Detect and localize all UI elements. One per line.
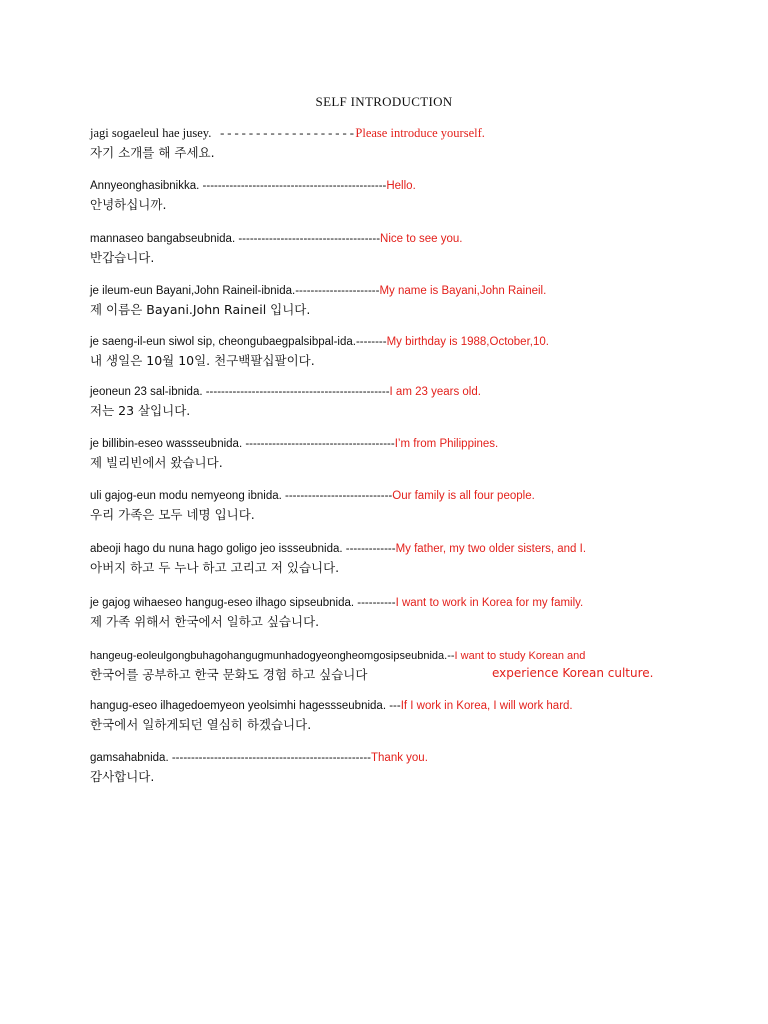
english-translation: My birthday is 1988,October,10. xyxy=(386,336,549,348)
romanized-text: jeoneun 23 sal-ibnida. xyxy=(90,386,203,398)
english-translation: Hello. xyxy=(386,180,416,192)
romanized-text: je ileum-eun Bayani,John Raineil-ibnida. xyxy=(90,285,296,297)
english-translation: My name is Bayani,John Raineil. xyxy=(379,285,547,297)
korean-text: 한국어를 공부하고 한국 문화도 경험 하고 싶습니다 xyxy=(90,667,368,682)
dash-leader: ---------------------------- xyxy=(281,490,393,502)
dash-leader: ---------------------------------------------------- xyxy=(168,752,371,764)
list-item xyxy=(90,232,690,266)
english-translation: Thank you. xyxy=(371,752,428,764)
romanized-text: je gajog wihaeseo hangug-eseo ilhago sipseubnida. xyxy=(90,597,355,609)
korean-text: 자기 소개를 해 주세요. xyxy=(90,145,215,160)
romanized-text: hangug-eseo ilhagedoemyeon yeolsimhi hagessseubnida. xyxy=(90,700,387,712)
dash-leader: ---------------------- xyxy=(295,285,380,297)
korean-text: 제 가족 위해서 한국에서 일하고 싶습니다. xyxy=(90,614,320,629)
english-translation: I want to study Korean and xyxy=(454,650,586,662)
romanized-text: gamsahabnida. xyxy=(90,752,169,764)
dash-leader: -------- xyxy=(355,336,387,348)
dash-leader: ------------------------------------------------ xyxy=(202,386,390,398)
list-item xyxy=(90,489,690,523)
page-title: SELF INTRODUCTION xyxy=(315,94,453,109)
romanized-text: uli gajog-eun modu nemyeong ibnida. xyxy=(90,490,282,502)
romanized-text: jagi sogaeleul hae jusey. xyxy=(90,126,212,140)
romanized-text: hangeug-eoleulgongbuhagohangugmunhadogyeongheomgosipseubnida. xyxy=(90,650,448,662)
english-translation: Nice to see you. xyxy=(380,233,463,245)
romanized-text: Annyeonghasibnikka. xyxy=(90,180,200,192)
list-item xyxy=(90,596,690,630)
korean-text: 우리 가족은 모두 네명 입니다. xyxy=(90,507,255,522)
korean-text: 감사합니다. xyxy=(90,769,155,784)
dash-leader: ------------- xyxy=(342,543,396,555)
list-item xyxy=(90,126,690,161)
sentence-line xyxy=(90,126,690,141)
dash-leader: ------------------------------------------------ xyxy=(199,180,387,192)
romanized-text: je saeng-il-eun siwol sip, cheongubaegpalsibpal-ida. xyxy=(90,336,356,348)
romanized-text: mannaseo bangabseubnida. xyxy=(90,233,236,245)
english-translation: I am 23 years old. xyxy=(389,386,481,398)
english-translation: I want to work in Korea for my family. xyxy=(395,597,584,609)
list-item xyxy=(90,437,690,471)
korean-text: 제 빌리빈에서 왔습니다. xyxy=(90,455,223,470)
korean-text: 반갑습니다. xyxy=(90,250,155,265)
korean-text: 내 생일은 10월 10일. 천구백팔십팔이다. xyxy=(90,353,315,368)
list-item xyxy=(90,385,690,419)
english-translation-continued: experience Korean culture. xyxy=(492,666,654,680)
dash-leader: --- xyxy=(386,700,401,712)
romanized-text: je billibin-eseo wassseubnida. xyxy=(90,438,243,450)
romanized-text: abeoji hago du nuna hago goligo jeo issseubnida. xyxy=(90,543,343,555)
list-item xyxy=(90,335,690,369)
list-item xyxy=(90,751,690,785)
english-translation: My father, my two older sisters, and I. xyxy=(395,543,587,555)
korean-text: 한국에서 일하게되던 열심히 하겠습니다. xyxy=(90,717,312,732)
dash-leader: ------------------- xyxy=(211,127,356,141)
dash-leader: -- xyxy=(447,650,455,662)
korean-text: 아버지 하고 두 누나 하고 고리고 저 있습니다. xyxy=(90,560,340,575)
english-translation: Please introduce yourself. xyxy=(355,126,485,140)
list-item xyxy=(90,284,690,318)
dash-leader: --------------------------------------- xyxy=(242,438,395,450)
dash-leader: ------------------------------------- xyxy=(235,233,381,245)
dash-leader: ---------- xyxy=(354,597,396,609)
korean-text: 제 이름은 Bayani.John Raineil 입니다. xyxy=(90,302,311,317)
list-item xyxy=(90,699,690,733)
list-item xyxy=(90,542,690,576)
list-item xyxy=(90,179,690,213)
english-translation: Our family is all four people. xyxy=(392,490,535,502)
korean-text: 안녕하십니까. xyxy=(90,197,167,212)
english-translation: If I work in Korea, I will work hard. xyxy=(400,700,573,712)
korean-text: 저는 23 살입니다. xyxy=(90,403,191,418)
english-translation: I’m from Philippines. xyxy=(394,438,499,450)
